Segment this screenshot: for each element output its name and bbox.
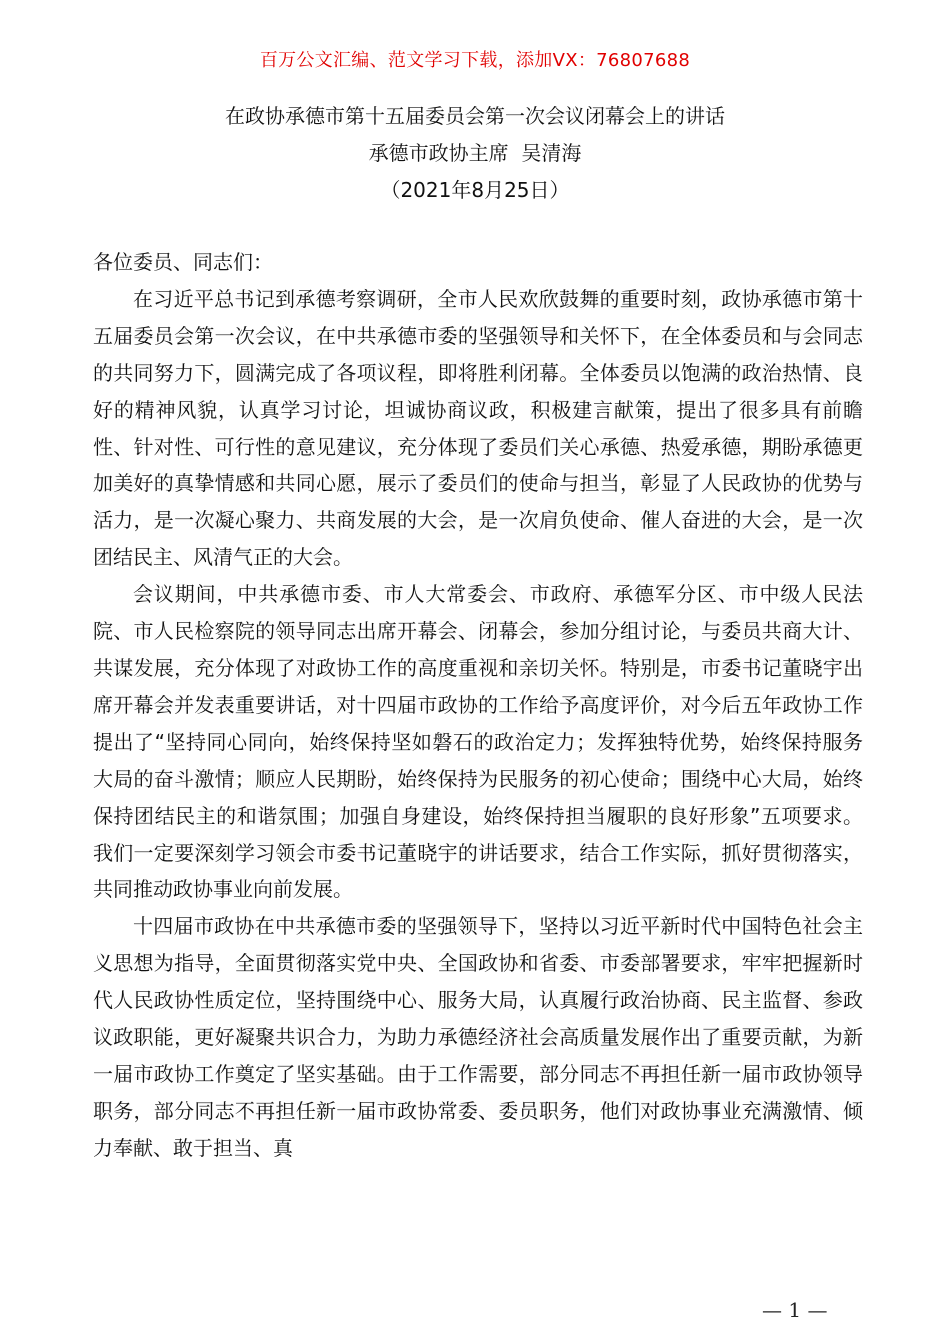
document-header xyxy=(0,98,950,209)
document-date: （2021年8月25日） xyxy=(380,178,570,202)
paragraph-3: 十四届市政协在中共承德市委的坚强领导下，坚持以习近平新时代中国特色社会主义思想为指导，全面贯彻落实党中央、全国政协和省委、市委部署要求，牢牢把握新时代人民政协性质定位，坚持围绕中心、服务大局，认真履行政治协商、民主监督、参政议政职能，更好凝聚共识合力，为助力承德经济社会高质量发展作出了重要贡献，为新一届市政协工作奠定了坚实基础。由于工作需要，部分同志不再担任新一届市政协领导职务，部分同志不再担任新一届市政协常委、委员职务，他们对政协事业充满激情、倾力奉献、敢于担当、真 xyxy=(93,914,863,1160)
document-title: 在政协承德市第十五届委员会第一次会议闭幕会上的讲话 xyxy=(225,104,725,128)
paragraph-1: 在习近平总书记到承德考察调研，全市人民欢欣鼓舞的重要时刻，政协承德市第十五届委员会第一次会议，在中共承德市委的坚强领导和关怀下，在全体委员和与会同志的共同努力下，圆满完成了各项议程，即将胜利闭幕。全体委员以饱满的政治热情、良好的精神风貌，认真学习讨论，坦诚协商议政，积极建言献策，提出了很多具有前瞻性、针对性、可行性的意见建议，充分体现了委员们关心承德、热爱承德，期盼承德更加美好的真挚情感和共同心愿，展示了委员们的使命与担当，彰显了人民政协的优势与活力，是一次凝心聚力、共商发展的大会，是一次肩负使命、催人奋进的大会，是一次团结民主、风清气正的大会。 xyxy=(93,286,863,570)
watermark-text: 百万公文汇编、范文学习下载，添加VX：76807688 xyxy=(259,50,691,71)
salutation: 各位委员、同志们： xyxy=(93,250,273,274)
page-number: — 1 — xyxy=(762,1298,828,1322)
document-author: 承德市政协主席 吴清海 xyxy=(368,141,582,165)
document-body xyxy=(93,244,863,1167)
paragraph-2: 会议期间，中共承德市委、市人大常委会、市政府、承德军分区、市中级人民法院、市人民检察院的领导同志出席开幕会、闭幕会，参加分组讨论，与委员共商大计、共谋发展，充分体现了对政协工作的高度重视和亲切关怀。特别是，市委书记董晓宇出席开幕会并发表重要讲话，对十四届市政协的工作给予高度评价，对今后五年政协工作提出了“坚持同心同向，始终保持坚如磐石的政治定力；发挥独特优势，始终保持服务大局的奋斗激情；顺应人民期盼，始终保持为民服务的初心使命；围绕中心大局，始终保持团结民主的和谐氛围；加强自身建设，始终保持担当履职的良好形象”五项要求。我们一定要深刻学习领会市委书记董晓宇的讲话要求，结合工作实际，抓好贯彻落实，共同推动政协事业向前发展。 xyxy=(93,582,863,902)
